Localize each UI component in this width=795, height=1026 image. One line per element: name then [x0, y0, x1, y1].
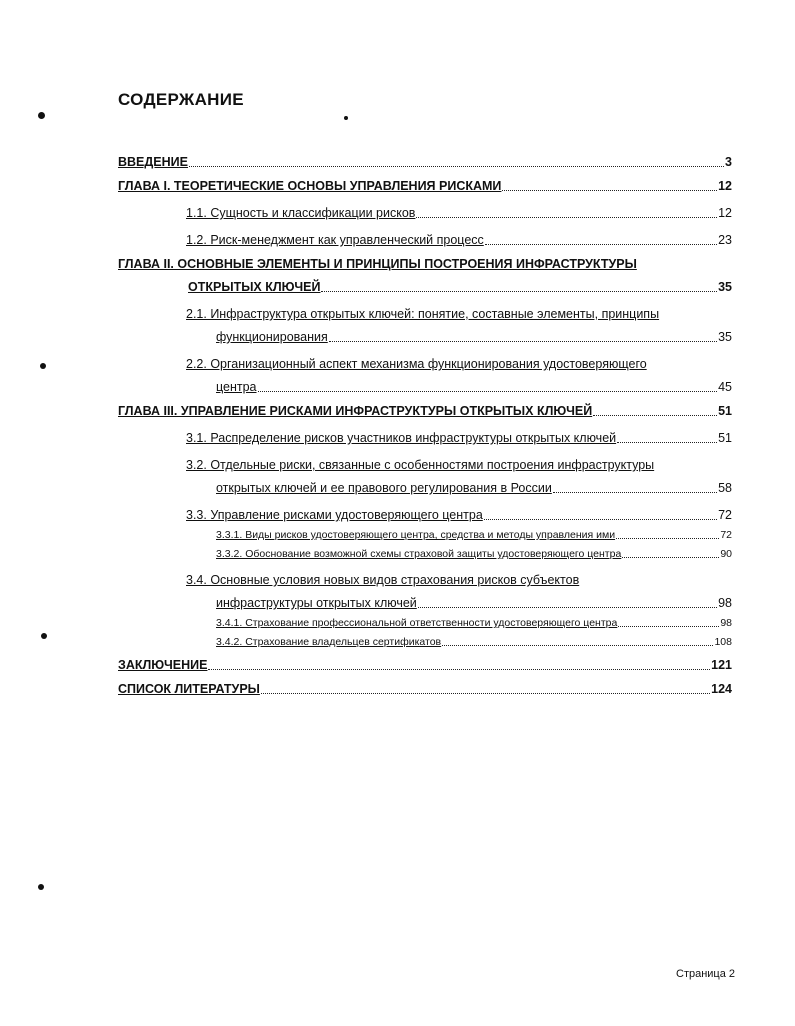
toc-page-number: 124 — [711, 682, 732, 696]
toc-entry-chapter-2[interactable] — [118, 254, 732, 274]
toc-entry-chapter-3[interactable] — [118, 401, 732, 421]
toc-label: ГЛАВА I. ТЕОРЕТИЧЕСКИЕ ОСНОВЫ УПРАВЛЕНИЯ РИСКАМИ — [118, 179, 502, 193]
toc-entry-conclusion[interactable] — [118, 655, 732, 675]
toc-label-line2: функционирования — [216, 330, 328, 344]
toc-entry-section-3-3-1[interactable] — [118, 527, 732, 544]
toc-page-number: 72 — [720, 529, 732, 541]
leader-dots — [442, 644, 713, 646]
toc-page-number: 23 — [718, 233, 732, 247]
toc-label-line1: 2.1. Инфраструктура открытых ключей: понятие, составные элементы, принципы — [186, 307, 660, 321]
scan-speck — [344, 116, 348, 120]
toc-entry-chapter-2-cont[interactable] — [118, 277, 732, 297]
toc-label: 3.4.1. Страхование профессиональной ответственности удостоверяющего центра — [216, 617, 618, 629]
page-title: СОДЕРЖАНИЕ — [118, 90, 244, 109]
scan-speck — [41, 633, 47, 639]
toc-label-line2: ОТКРЫТЫХ КЛЮЧЕЙ — [188, 280, 321, 294]
leader-dots — [189, 165, 724, 167]
table-of-contents — [118, 148, 732, 699]
toc-page-number: 12 — [718, 206, 732, 220]
toc-entry-section-3-2[interactable] — [118, 455, 732, 475]
toc-entry-section-1-2[interactable] — [118, 230, 732, 250]
leader-dots — [617, 441, 717, 443]
toc-page-number: 98 — [718, 596, 732, 610]
toc-page-number: 45 — [718, 380, 732, 394]
toc-page-number: 35 — [718, 330, 732, 344]
leader-dots — [418, 606, 717, 608]
toc-entry-section-3-4-2[interactable] — [118, 634, 732, 651]
toc-label: СПИСОК ЛИТЕРАТУРЫ — [118, 682, 260, 696]
leader-dots — [261, 692, 710, 694]
toc-label-line2: инфраструктуры открытых ключей — [216, 596, 417, 610]
toc-label-line1: 2.2. Организационный аспект механизма функционирования удостоверяющего — [186, 357, 647, 371]
toc-label-line1: 3.4. Основные условия новых видов страхования рисков субъектов — [186, 573, 580, 587]
toc-page-number: 3 — [725, 155, 732, 169]
toc-page-number: 35 — [718, 280, 732, 294]
toc-label: 3.4.2. Страхование владельцев сертификатов — [216, 636, 442, 648]
toc-entry-section-2-2[interactable] — [118, 354, 732, 374]
toc-page-number: 51 — [718, 431, 732, 445]
toc-entry-section-3-3-2[interactable] — [118, 546, 732, 563]
toc-entry-section-3-4-1[interactable] — [118, 615, 732, 632]
leader-dots — [208, 668, 710, 670]
toc-entry-section-3-1[interactable] — [118, 428, 732, 448]
toc-entry-section-2-1-cont[interactable] — [118, 327, 732, 347]
toc-page-number: 90 — [720, 548, 732, 560]
toc-label: 3.3.2. Обоснование возможной схемы страховой защиты удостоверяющего центра — [216, 548, 622, 560]
toc-page-number: 58 — [718, 481, 732, 495]
leader-dots — [553, 491, 717, 493]
leader-dots — [485, 243, 717, 245]
toc-entry-section-3-2-cont[interactable] — [118, 478, 732, 498]
leader-dots — [618, 625, 719, 627]
toc-entry-section-1-1[interactable] — [118, 203, 732, 223]
toc-label-line2: открытых ключей и ее правового регулирования в России — [216, 481, 552, 495]
toc-page-number: 121 — [711, 658, 732, 672]
toc-entry-section-2-2-cont[interactable] — [118, 377, 732, 397]
toc-label: 3.3.1. Виды рисков удостоверяющего центра, средства и методы управления ими — [216, 529, 616, 541]
scan-speck — [40, 363, 46, 369]
leader-dots — [502, 189, 717, 191]
toc-label: ГЛАВА III. УПРАВЛЕНИЕ РИСКАМИ ИНФРАСТРУКТУРЫ ОТКРЫТЫХ КЛЮЧЕЙ — [118, 404, 593, 418]
toc-entry-section-3-3[interactable] — [118, 505, 732, 525]
toc-entry-intro[interactable] — [118, 152, 732, 172]
leader-dots — [329, 340, 717, 342]
leader-dots — [593, 414, 717, 416]
leader-dots — [416, 216, 717, 218]
toc-label: 1.2. Риск-менеджмент как управленческий процесс — [186, 233, 484, 247]
page-number-footer: Страница 2 — [676, 968, 736, 980]
scan-speck — [38, 884, 44, 890]
toc-entry-section-3-4[interactable] — [118, 570, 732, 590]
toc-label-line1: 3.2. Отдельные риски, связанные с особенностями построения инфраструктуры — [186, 458, 655, 472]
toc-label: 3.1. Распределение рисков участников инфраструктуры открытых ключей — [186, 431, 617, 445]
leader-dots — [321, 290, 717, 292]
leader-dots — [258, 390, 718, 392]
toc-page-number: 98 — [720, 617, 732, 629]
toc-label: 3.3. Управление рисками удостоверяющего центра — [186, 508, 483, 522]
leader-dots — [622, 556, 719, 558]
toc-entry-section-3-4-cont[interactable] — [118, 593, 732, 613]
toc-label: ЗАКЛЮЧЕНИЕ — [118, 658, 208, 672]
toc-entry-references[interactable] — [118, 679, 732, 699]
toc-label: ВВЕДЕНИЕ — [118, 155, 188, 169]
toc-page-number: 72 — [718, 508, 732, 522]
toc-page-number: 108 — [714, 636, 732, 648]
toc-label: 1.1. Сущность и классификации рисков — [186, 206, 416, 220]
toc-label-line1: ГЛАВА II. ОСНОВНЫЕ ЭЛЕМЕНТЫ И ПРИНЦИПЫ ПОСТРОЕНИЯ ИНФРАСТРУКТУРЫ — [118, 257, 637, 271]
toc-page-number: 12 — [718, 179, 732, 193]
toc-label-line2: центра — [216, 380, 257, 394]
toc-entry-chapter-1[interactable] — [118, 176, 732, 196]
toc-entry-section-2-1[interactable] — [118, 304, 732, 324]
scan-speck — [38, 112, 45, 119]
leader-dots — [616, 537, 719, 539]
toc-page-number: 51 — [718, 404, 732, 418]
leader-dots — [484, 518, 717, 520]
